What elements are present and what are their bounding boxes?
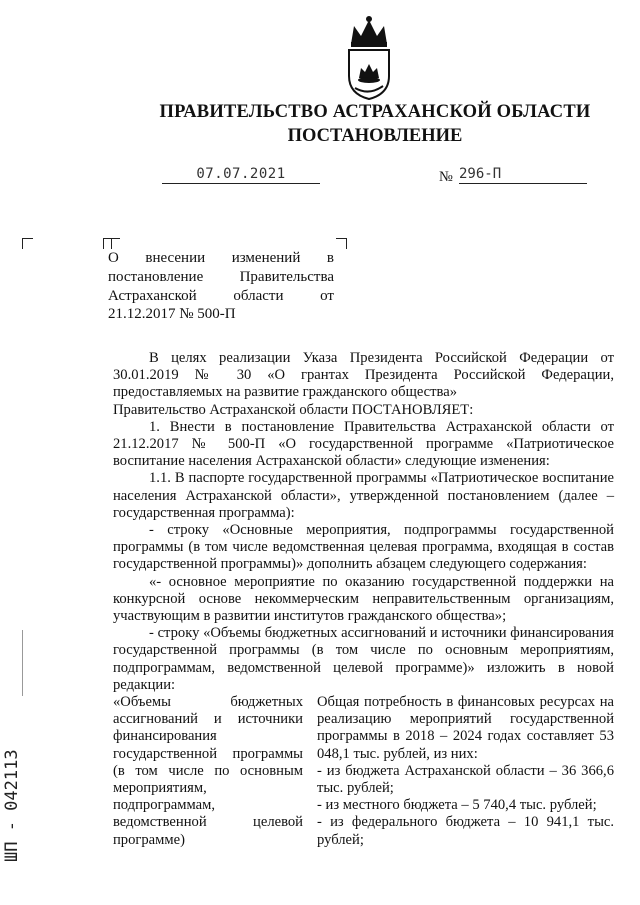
government-title: ПРАВИТЕЛЬСТВО АСТРАХАНСКОЙ ОБЛАСТИ — [159, 102, 591, 122]
document-subject: О внесении изменений в постановление Правительства Астраханской области от 21.12.2017 № 500-П — [108, 250, 334, 323]
serial-number: ШП - 042113 — [2, 749, 22, 862]
number-label: № — [439, 169, 453, 185]
decree-line: Правительство Астраханской области ПОСТАНОВЛЯЕТ: — [113, 401, 474, 418]
corner-mark — [111, 238, 120, 249]
coat-of-arms-icon — [341, 14, 397, 100]
document-body — [113, 350, 614, 849]
financing-table — [113, 694, 614, 849]
table-left-cell — [113, 694, 303, 849]
margin-rule — [22, 630, 23, 696]
table-right-line: Общая потребность в финансовых ресурсах на реализацию мероприятий государственной программы в 2018 – 2024 годах составляет 53 048,1 тыс. рублей, из них: — [317, 694, 614, 762]
intro-paragraph: В целях реализации Указа Президента Российской Федерации от 30.01.2019 № 30 «О грантах Президента Российской Федерации, предоставляемых на развитие гражданского общества» — [113, 350, 614, 401]
amendment-line-1: - строку «Основные мероприятия, подпрограммы государственной программы (в том числе ведомственная целевая программа, входящая в состав государственной программы)» дополнить абзацем следующего содержания: — [113, 522, 614, 573]
paragraph-1: 1. Внести в постановление Правительства Астраханской области от 21.12.2017 № 500-П «О государственной программе «Патриотическое воспитание населения Астраханской области» следующие изменения: — [113, 418, 614, 470]
table-right-cell — [317, 694, 614, 849]
table-right-line: - из федерального бюджета – 10 941,1 тыс. рублей; — [317, 814, 614, 848]
document-type: ПОСТАНОВЛЕНИЕ — [287, 126, 463, 146]
document-date: 07.07.2021 — [162, 166, 320, 184]
amendment-line-2: - строку «Объемы бюджетных ассигнований и источники финансирования государственной программы (в том числе по основным мероприятиям, подпрограммам, ведомственной целевой программе)» изложить в новой редакции: — [113, 625, 614, 693]
quoted-text-1: «- основное мероприятие по оказанию государственной поддержки на конкурсной основе некоммерческим неправительственным организациям, участвующим в развитии институтов гражданского общества»; — [113, 573, 614, 625]
corner-mark — [336, 238, 347, 249]
table-right-line: - из местного бюджета – 5 740,4 тыс. рублей; — [317, 797, 597, 814]
table-right-line: - из бюджета Астраханской области – 36 366,6 тыс. рублей; — [317, 762, 614, 797]
corner-mark — [22, 238, 33, 249]
table-left-text: «Объемы бюджетных ассигнований и источники финансирования государственной программы (в том числе по основным мероприятиям, подпрограммам, ведомственной целевой программе) — [113, 694, 303, 848]
paragraph-1-1: 1.1. В паспорте государственной программы «Патриотическое воспитание населения Астраханской области», утвержденной постановлением (далее – государственная программа): — [113, 470, 614, 521]
document-number: 296-П — [459, 166, 587, 184]
